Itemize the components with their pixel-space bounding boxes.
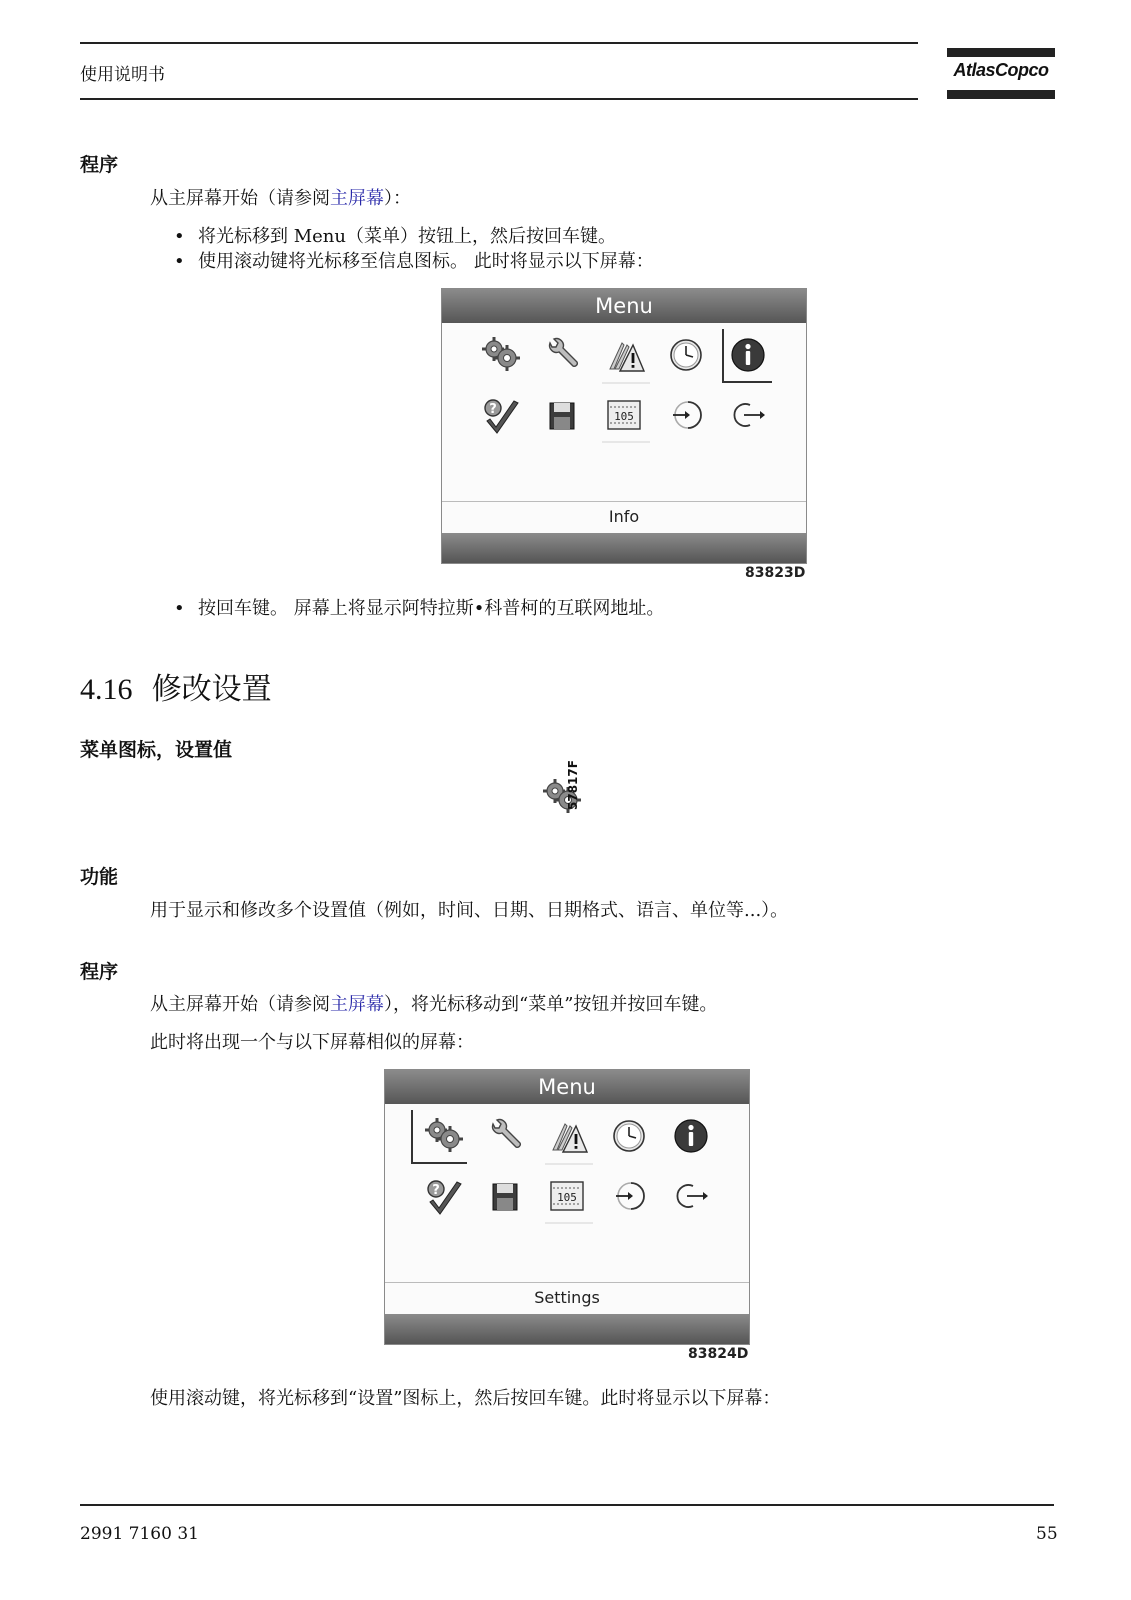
section-title: 4.16 修改设置 xyxy=(80,672,272,707)
main-screen-link[interactable]: 主屏幕 xyxy=(330,188,384,209)
save-floppy-icon xyxy=(540,393,584,437)
bullet-item: • 使用滚动键将光标移至信息图标。 此时将显示以下屏幕： xyxy=(174,251,654,272)
settings-gears-icon xyxy=(478,333,522,377)
menu-icon-heading: 菜单图标，设置值 xyxy=(80,739,233,761)
menu-title: Menu xyxy=(385,1070,749,1104)
header-bottom-rule xyxy=(80,98,918,100)
closing-text: 使用滚动键，将光标移到“设置”图标上，然后按回车键。此时将显示以下屏幕： xyxy=(150,1388,781,1409)
procedure-heading: 程序 xyxy=(80,961,119,983)
atlas-copco-logo: AtlasCopco xyxy=(947,48,1055,100)
figure-code: 83824D xyxy=(688,1346,749,1362)
warning-triangle-icon xyxy=(602,333,646,377)
svg-text:?: ? xyxy=(432,1183,440,1198)
function-text: 用于显示和修改多个设置值（例如，时间、日期、日期格式、语言、单位等...）。 xyxy=(150,900,789,921)
svg-text:105: 105 xyxy=(614,410,634,423)
screen-bottom-bar xyxy=(442,533,806,563)
main-screen-link[interactable]: 主屏幕 xyxy=(330,994,384,1015)
screen-bottom-bar xyxy=(385,1314,749,1344)
counter-display-icon xyxy=(545,1174,589,1218)
info-icon xyxy=(669,1114,713,1158)
counter-display-icon xyxy=(602,393,646,437)
arrow-in-icon xyxy=(664,393,708,437)
icon-underline xyxy=(602,382,650,384)
bullet-item: • 按回车键。 屏幕上将显示阿特拉斯•科普柯的互联网地址。 xyxy=(174,598,665,619)
doc-number: 2991 7160 31 xyxy=(80,1524,199,1544)
settings-gears-icon xyxy=(421,1114,465,1158)
screen-separator xyxy=(442,501,806,502)
selected-item-label: Info xyxy=(608,507,640,526)
clock-icon xyxy=(664,333,708,377)
menu-screen-settings xyxy=(384,1069,750,1345)
screen-separator xyxy=(385,1282,749,1283)
bullet-item: • 将光标移到 Menu（菜单）按钮上，然后按回车键。 xyxy=(174,226,616,247)
clock-icon xyxy=(607,1114,651,1158)
checkmark-test-icon xyxy=(421,1174,465,1218)
arrow-out-icon xyxy=(726,393,770,437)
menu-title: Menu xyxy=(442,289,806,323)
icon-underline xyxy=(545,1163,593,1165)
selected-item-label: Settings xyxy=(534,1288,600,1307)
function-heading: 功能 xyxy=(80,866,119,888)
header-title: 使用说明书 xyxy=(80,65,165,85)
arrow-out-icon xyxy=(669,1174,713,1218)
warning-triangle-icon xyxy=(545,1114,589,1158)
wrench-icon xyxy=(540,333,584,377)
arrow-in-icon xyxy=(607,1174,651,1218)
wrench-icon xyxy=(483,1114,527,1158)
procedure-text-2: 此时将出现一个与以下屏幕相似的屏幕： xyxy=(150,1032,474,1053)
svg-text:105: 105 xyxy=(557,1191,577,1204)
footer-rule xyxy=(80,1504,1054,1506)
info-icon xyxy=(726,333,770,377)
procedure-heading: 程序 xyxy=(80,154,119,176)
figure-code: 83823D xyxy=(745,565,806,581)
procedure-text: 从主屏幕开始（请参阅主屏幕），将光标移动到“菜单”按钮并按回车键。 xyxy=(150,994,718,1015)
icon-figure-code: 57817F xyxy=(566,760,580,810)
svg-text:?: ? xyxy=(489,402,497,417)
header-top-rule xyxy=(80,42,918,44)
menu-screen-info xyxy=(441,288,807,564)
icon-underline xyxy=(545,1222,593,1224)
save-floppy-icon xyxy=(483,1174,527,1218)
page-number: 55 xyxy=(1036,1524,1058,1544)
icon-underline xyxy=(602,441,650,443)
intro-text: 从主屏幕开始（请参阅主屏幕）： xyxy=(150,188,411,209)
checkmark-test-icon xyxy=(478,393,522,437)
